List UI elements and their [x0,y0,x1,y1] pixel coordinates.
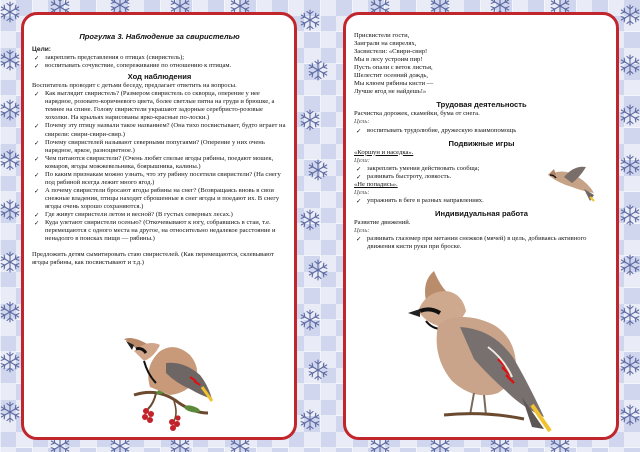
questions-list [32,90,287,243]
list-item: ✓ А почему свиристели бросают ягоды рябины на снег? (Возвращаясь вновь в свои снежные владения, птицы находят сброшенные в снег ягоды и поедают их. В снегу ягоды очень хорошо сохраняются.) [32,187,287,211]
list-item: ✓ Почему эту птицу назвали такое названием? (Она тихо посвистывает, будто играет на свирели: свири-свири-свир.) [32,122,287,138]
list-item: ✓ развивать быстроту, ловкость. [354,173,529,181]
list-item: ✓ Как выглядит свиристель? (Размером свиристель со скворца, оперение у нее нарядное, розовато-коричневого цвета, более светлые пятна на груди и брюшке, а темнее на спине. Голову свиристели украшают задорные серебристо-розовые хохолки. На крыльях нарисованы ярко-красные по-лоски.) [32,90,287,122]
waxwing-on-branch-illustration [104,317,214,432]
page-title: Прогулка 3. Наблюдение за свиристелью [79,32,240,41]
poem-line: Шелестит осенний дождь, [354,72,429,80]
poem-line: Мы в лесу устроим пир! [354,56,423,64]
intro-text: Воспитатель проводит с детьми беседу, предлагает ответить на вопросы. [32,82,237,90]
list-item: ✓ воспитывать сочувствие, сопереживание по отношению к птицам. [32,62,287,70]
poem-line: Пусть опали с веток листья, [354,64,433,72]
game-title: «Коршун и наседка». [354,148,414,156]
poem-line: Засвистели: «Свири-свир! [354,48,428,56]
individual-goal-label: Цель: [354,227,370,235]
poem-line: Заиграли на свирелях, [354,40,417,48]
poem [354,32,609,96]
individual-goals [354,235,609,251]
individual-text: Развитие движений. [354,218,411,226]
right-page [343,12,619,440]
labor-goal-label: Цель: [354,118,370,126]
list-item: ✓ упражнять в беге в разных направлениях. [354,197,609,205]
goals-label: Цели: [32,46,52,54]
waxwing-illustration [404,267,554,435]
left-page [21,12,297,440]
list-item: ✓ закреплять представления о птицах (свиристель); [32,54,287,62]
games-title: Подвижные игры [448,138,515,148]
poem-line: Лучше ягод не найдешь!» [354,88,427,96]
flying-waxwing-illustration [544,163,596,205]
closing-text: Предложить детям сымитировать стаю свиристелей. (Как перемещаются, склевывают ягоды рябины, как посвистывают и т.д.) [32,251,274,267]
labor-goals [354,127,609,135]
goals-list [32,54,287,70]
list-item: ✓ Куда улетают свиристели осенью? (Откочевывают к югу, собравшись в стаи, т.е. перемещаются с одного места на другое, на относительно недалекое расстояние и ненадолго в поисках пищи — рябины.) [32,219,287,243]
list-item: ✓ Чем питаются свиристели? (Очень любят спелые ягоды рябины, поедают мошек, комаров, ягоды можжевельника, боярышника, калины.) [32,155,287,171]
individual-title: Индивидуальная работа [435,208,528,218]
list-item: ✓ воспитывать трудолюбие, дружескую взаимопомощь [354,127,609,135]
poem-line: Присвистели гости, [354,32,410,39]
list-item: ✓ развивать глазомер при метании снежков (мячей) в цель, добиваясь активного движения кисти руки при броске. [354,235,609,251]
labor-text: Расчистка дорожек, скамейки, бума от снега. [354,110,480,118]
game-title: «Не попадись». [354,180,398,188]
list-item: ✓ Где живут свиристели летом и весной? (В густых северных лесах.) [32,211,287,219]
poem-line: Мы клюем рябины кисти — [354,80,434,88]
game-goals [354,165,529,181]
game-goals-label: Цели: [354,156,370,164]
list-item: ✓ Почему свиристелей называют северными попугаями? (Оперение у них очень нарядное, яркое, разноцветное.) [32,139,287,155]
section-title: Ход наблюдения [127,72,192,82]
labor-title: Трудовая деятельность [436,100,527,110]
game-goal-label: Цель: [354,188,370,196]
list-item: ✓ По каким признакам можно узнать, что эту рябину посетили свиристели? (На снегу под рябиной всегда лежит много ягод.) [32,171,287,187]
right-page-text [354,32,609,251]
left-page-text [32,33,287,267]
list-item: ✓ закреплять умения действовать сообща; [354,165,529,173]
